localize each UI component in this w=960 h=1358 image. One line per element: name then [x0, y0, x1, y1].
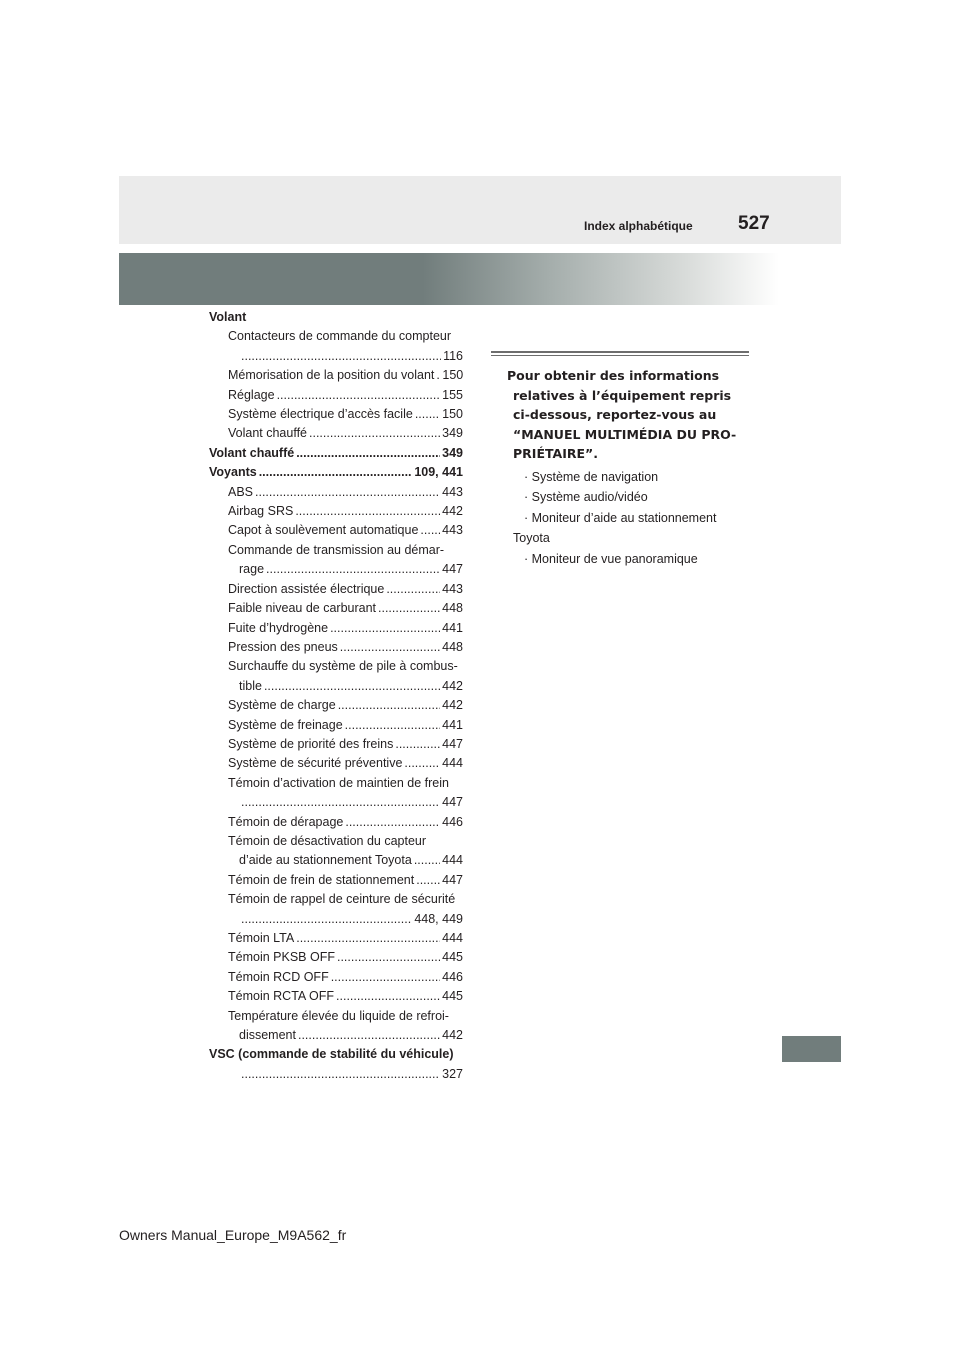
index-entry-leader-dots [296, 929, 440, 948]
index-entry-term: Mémorisation de la position du volant [228, 368, 435, 383]
index-entry-term: Pression des pneus [228, 639, 338, 654]
multimedia-note-heading [507, 366, 757, 464]
index-entry-leader-dots [298, 1026, 440, 1045]
index-entry-leader-dots [416, 871, 440, 890]
index-entry-page: 150 [442, 407, 463, 422]
note-heading-line: ci-dessous, reportez-vous au [513, 407, 717, 422]
index-entry-leader-dots [386, 580, 440, 599]
index-entry-term: Voyants [209, 465, 257, 480]
index-entry-page: 349 [442, 426, 463, 441]
index-entry [209, 677, 463, 696]
index-entry-leader-dots [420, 521, 440, 540]
index-entry [209, 347, 463, 366]
index-entry-page: 445 [442, 950, 463, 965]
index-entry-term: Réglage [228, 387, 275, 402]
index-entry-page: 446 [442, 814, 463, 829]
index-entry-term: Témoin RCTA OFF [228, 989, 335, 1004]
index-entry [209, 754, 463, 773]
index-entry-leader-dots [241, 347, 441, 366]
note-heading-line: relatives à l’équipement repris [513, 387, 732, 403]
index-entry-page: 447 [442, 562, 463, 577]
index-entry-term: tible [239, 678, 262, 693]
multimedia-bullet-list [507, 467, 757, 570]
index-entry-term: rage [239, 562, 265, 577]
index-entry-term: Contacteurs de commande du compteur [228, 329, 452, 344]
index-entry-leader-dots [345, 716, 440, 735]
index-entry-page: 443 [442, 581, 463, 596]
index-entry [209, 386, 463, 405]
index-entry-term: Témoin d’activation de maintien de frein [228, 775, 449, 790]
index-entry-term: ABS [228, 484, 254, 499]
index-entry [209, 716, 463, 735]
footer-document-id: Owners Manual_Europe_M9A562_fr [119, 1227, 347, 1243]
index-entry [209, 774, 463, 793]
note-divider [491, 351, 749, 356]
index-entry-leader-dots [241, 1065, 440, 1084]
index-entry [209, 948, 463, 967]
index-entry-leader-dots [259, 463, 413, 482]
index-entry [209, 696, 463, 715]
index-entry-page: 447 [442, 872, 463, 887]
index-entry-page: 444 [442, 853, 463, 868]
bullet-item: · Système de navigation [524, 469, 659, 484]
index-entry [209, 1007, 463, 1026]
index-entry-page: 442 [442, 678, 463, 693]
index-entry-leader-dots [337, 948, 440, 967]
index-entry-page: 447 [442, 736, 463, 751]
bullet-item-continued: Toyota [513, 531, 550, 546]
index-entry-term: Système de priorité des freins [228, 736, 394, 751]
index-entry-term: Surchauffe du système de pile à combus- [228, 659, 458, 674]
index-entry [209, 832, 463, 851]
index-entry-term: dissement [239, 1028, 296, 1043]
index-entry-term: Témoin de rappel de ceinture de sécurité [228, 892, 456, 907]
index-entry-page: 327 [442, 1066, 463, 1081]
index-entry [209, 463, 463, 482]
index-entry-term: Température élevée du liquide de refroi- [228, 1008, 449, 1023]
index-entry-leader-dots [338, 696, 440, 715]
index-entry-term: Système électrique d’accès facile [228, 407, 413, 422]
index-entry-page: 441 [442, 620, 463, 635]
index-entry-leader-dots [395, 735, 440, 754]
index-entry-page: 448 [442, 639, 463, 654]
index-entry [209, 1065, 463, 1084]
index-entry [209, 813, 463, 832]
index-entry-term: Système de freinage [228, 717, 343, 732]
index-entry-term: d’aide au stationnement Toyota [239, 853, 412, 868]
index-entry-leader-dots [336, 987, 440, 1006]
index-entry-term: Témoin de dérapage [228, 814, 344, 829]
index-entry-leader-dots [241, 793, 440, 812]
index-entry [209, 580, 463, 599]
index-entry-term: VSC (commande de stabilité du véhicule) [209, 1047, 454, 1062]
note-heading-line: “MANUEL MULTIMÉDIA DU PRO- [513, 426, 737, 442]
index-entry [209, 424, 463, 443]
header-gradient-bar [119, 253, 779, 305]
index-entry [209, 502, 463, 521]
index-entry [209, 366, 463, 385]
index-entry-page: 442 [442, 504, 463, 519]
page-number: 527 [738, 213, 770, 234]
index-entry-page: 109, 441 [414, 465, 463, 480]
index-entry-page: 448, 449 [414, 911, 463, 926]
bullet-item: · Système audio/vidéo [524, 490, 648, 505]
index-entry [209, 890, 463, 909]
index-entry-page: 443 [442, 484, 463, 499]
index-entry [209, 871, 463, 890]
index-column-left [209, 308, 463, 1084]
bullet-item: · Moniteur d’aide au stationnement [524, 510, 717, 525]
index-column-right [507, 366, 757, 569]
index-entry-term: Volant [209, 310, 247, 324]
index-entry-leader-dots [414, 851, 440, 870]
index-entry [209, 327, 463, 346]
index-entry-leader-dots [264, 677, 440, 696]
index-entry-page: 447 [442, 795, 463, 810]
index-entry [209, 541, 463, 560]
index-entry-leader-dots [415, 405, 440, 424]
index-entry-term: Volant chauffé [209, 445, 295, 460]
index-entry-page: 444 [442, 756, 463, 771]
note-heading-line: Pour obtenir des informations [507, 368, 720, 383]
index-entry [209, 851, 463, 870]
index-entry-term: Volant chauffé [228, 426, 308, 441]
index-entry-term: Système de charge [228, 698, 336, 713]
index-entry-term: Fuite d’hydrogène [228, 620, 329, 635]
index-entry-term: Témoin RCD OFF [228, 969, 329, 984]
section-title: Index alphabétique [584, 219, 693, 233]
index-entry [209, 1045, 463, 1064]
index-entry-term: Témoin de désactivation du capteur [228, 833, 427, 848]
index-entry-page: 150 [442, 368, 464, 383]
index-entry [209, 793, 463, 812]
index-entry [209, 910, 463, 929]
index-entry-leader-dots [309, 424, 440, 443]
index-entry-leader-dots [436, 366, 440, 385]
index-entry-page: 443 [442, 523, 463, 538]
index-entry [209, 987, 463, 1006]
index-entry [209, 638, 463, 657]
index-entry-page: 446 [442, 969, 463, 984]
index-entry-leader-dots [295, 502, 440, 521]
index-entry-page: 441 [442, 717, 463, 732]
index-entry-leader-dots [378, 599, 440, 618]
index-entry-leader-dots [404, 754, 440, 773]
index-entry-term: Témoin PKSB OFF [228, 950, 335, 965]
index-entry-page: 448 [442, 601, 463, 616]
index-entry-term: Système de sécurité préventive [228, 756, 403, 771]
index-entry [209, 521, 463, 540]
header-band [119, 176, 841, 244]
index-entry [209, 619, 463, 638]
index-entry-page: 116 [443, 348, 463, 363]
index-entry-leader-dots [340, 638, 440, 657]
index-entry-page: 349 [442, 445, 463, 460]
index-entry-page: 442 [442, 698, 463, 713]
index-entry-page: 442 [442, 1028, 463, 1043]
index-entry [209, 308, 463, 327]
index-entry-leader-dots [330, 619, 440, 638]
index-entry-term: Commande de transmission au démar- [228, 542, 445, 557]
index-entry-leader-dots [345, 813, 440, 832]
index-entry-leader-dots [266, 560, 440, 579]
index-entry-page: 155 [442, 387, 463, 402]
index-entry-leader-dots [296, 444, 440, 463]
index-entry [209, 1026, 463, 1045]
index-entry [209, 560, 463, 579]
index-entry-term: Airbag SRS [228, 504, 294, 519]
index-entry-leader-dots [277, 386, 441, 405]
index-entry [209, 483, 463, 502]
note-heading-line: PRIÉTAIRE”. [513, 446, 598, 461]
index-entry-term: Témoin de frein de stationnement [228, 872, 415, 887]
index-entry-leader-dots [255, 483, 440, 502]
chapter-side-tab [782, 1036, 841, 1062]
index-entry-term: Témoin LTA [228, 931, 295, 945]
index-entry [209, 405, 463, 424]
index-entry [209, 929, 463, 948]
index-entry [209, 657, 463, 676]
index-entry-page: 444 [442, 931, 463, 945]
index-entry [209, 735, 463, 754]
index-entry-page: 445 [442, 989, 463, 1004]
index-entry [209, 444, 463, 463]
index-entry-leader-dots [241, 910, 412, 929]
index-entry [209, 599, 463, 618]
index-entry-leader-dots [331, 968, 440, 987]
index-entry-term: Capot à soulèvement automatique [228, 523, 419, 538]
index-entry-term: Faible niveau de carburant [228, 601, 377, 616]
index-entry [209, 968, 463, 987]
bullet-item: · Moniteur de vue panoramique [524, 551, 698, 566]
index-entry-term: Direction assistée électrique [228, 581, 385, 596]
